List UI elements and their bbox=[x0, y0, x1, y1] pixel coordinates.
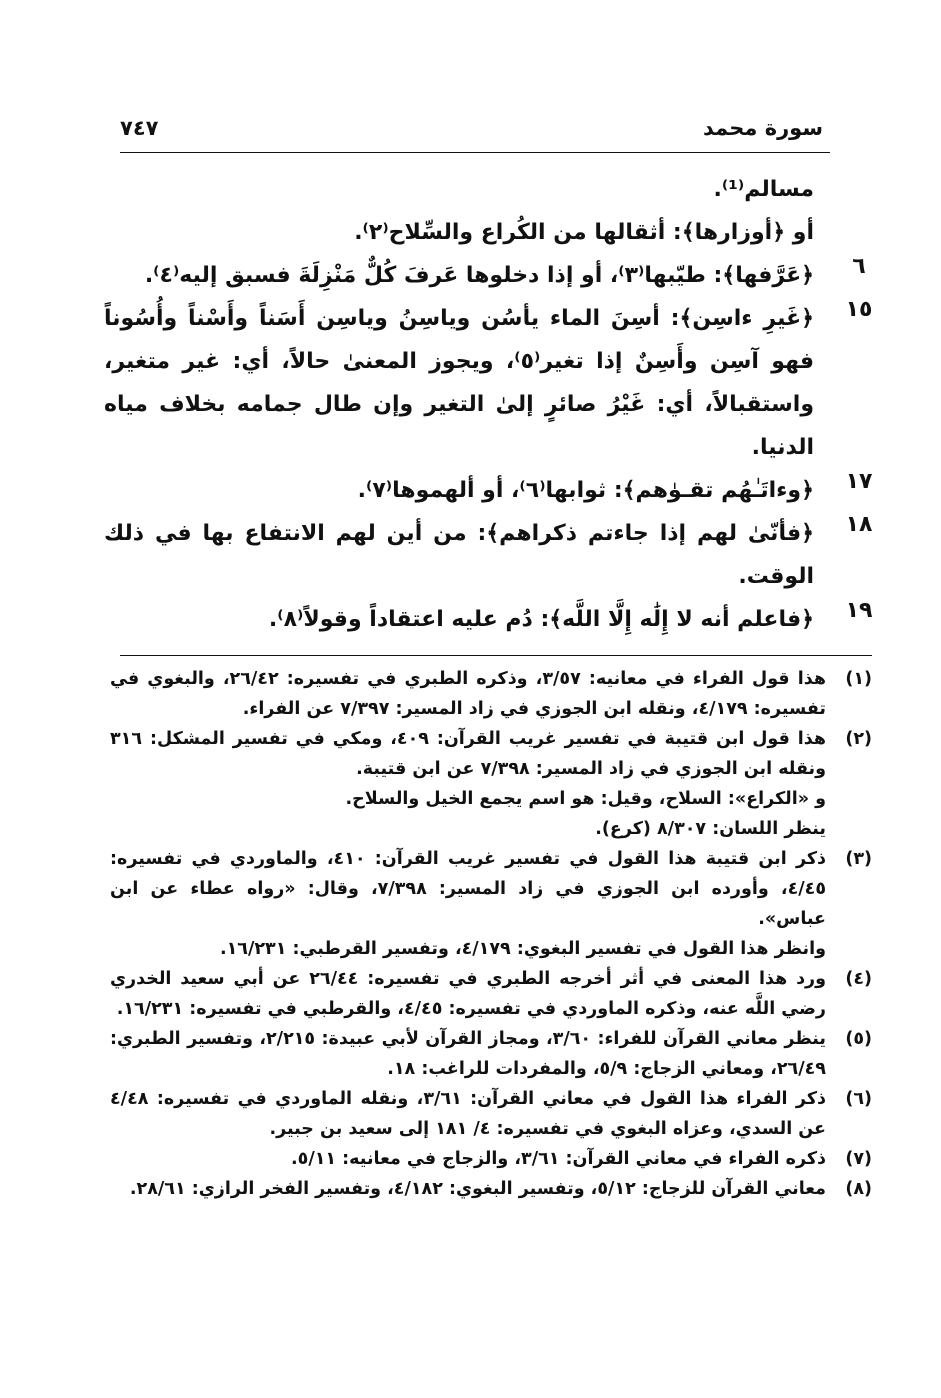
footnote-number: (٤) bbox=[845, 969, 872, 989]
footnote-text: ورد هذا المعنى في أثر أخرجه الطبري في تفسيره: ٢٦/٤٤ عن أبي سعيد الخدري رضي اللَّه عنه، وذكره الماوردي في تفسيره: ٤/٤٥، والقرطبي في تفسيره: ١٦/٢٣١. bbox=[110, 969, 827, 1019]
footnote-text: ذكر ابن قتيبة هذا القول في تفسير غريب القرآن: ٤١٠، والماوردي في تفسيره: ٤/٤٥، وأورده ابن الجوزي في زاد المسير: ٧/٣٩٨، وقال: «رواه عطاء عن ابن عباس». bbox=[110, 849, 826, 929]
footnote-text: معاني القرآن للزجاج: ٥/١٢، وتفسير البغوي: ٤/١٨٢، وتفسير الفخر الرازي: ٢٨/٦١. bbox=[129, 1179, 826, 1199]
entry bbox=[104, 297, 884, 469]
main-text bbox=[104, 168, 884, 641]
footnote-text: هذا قول الفراء في معانيه: ٣/٥٧، وذكره الطبري في تفسيره: ٢٦/٤٢، والبغوي في تفسيره: ٤/١٧٩، ونقله ابن الجوزي في زاد المسير: ٧/٣٩٧ عن الفراء. bbox=[110, 669, 826, 719]
entry-text: ﴿فأنّىٰ لهم إذا جاءتم ذكراهم﴾: من أين لهم الانتفاع بها في ذلك الوقت. bbox=[104, 521, 814, 589]
footnote bbox=[110, 844, 872, 964]
footnote bbox=[110, 1084, 872, 1144]
footnote-number: (٨) bbox=[845, 1179, 872, 1199]
footnote bbox=[110, 1024, 872, 1084]
footnote-text: وانظر هذا القول في تفسير البغوي: ٤/١٧٩، وتفسير القرطبي: ١٦/٢٣١. bbox=[219, 939, 826, 959]
footnote-text: هذا قول ابن قتيبة في تفسير غريب القرآن: ٤٠٩، ومكي في تفسير المشكل: ٣١٦ ونقله ابن الجوزي في زاد المسير: ٧/٣٩٨ عن ابن قتيبة. bbox=[110, 729, 826, 779]
footnote-text: ذكر الفراء هذا القول في معاني القرآن: ٣/٦١، ونقله الماوردي في تفسيره: ٤/٤٨ عن السدي، وعزاه البغوي في تفسيره: ٤/ ١٨١ إلى سعيد بن جبير. bbox=[110, 1089, 826, 1139]
entry bbox=[104, 512, 884, 598]
entry-text: ﴿وءاتَـٰهُم تقـوٰهم﴾: ثوابها⁽٦⁾، أو ألهموها⁽٧⁾. bbox=[357, 478, 814, 503]
entry bbox=[104, 469, 884, 512]
footnote bbox=[110, 1144, 872, 1174]
verse-number: ٦ bbox=[852, 254, 866, 279]
entry-text: ﴿غَيرِ ءاسِن﴾: أسِنَ الماء يأسُن وياسِنُ وياسِن أَسَناً وأَسْناً وأُسُوناً فهو آسِن وأَسِنٌ إذا تغير⁽٥⁾، ويجوز المعنىٰ حالاً، أي: غير متغير، واستقبالاً، أي: غَيْرُ صائرٍ إلىٰ التغير وإن طال جمامه بخلاف مياه الدنيا. bbox=[104, 306, 814, 460]
entry-text: مسالم⁽¹⁾. bbox=[713, 177, 814, 202]
page-number: ٧٤٧ bbox=[120, 116, 159, 140]
footnote-text: و «الكراع»: السلاح، وقيل: هو اسم يجمع الخيل والسلاح. bbox=[345, 789, 826, 809]
footnote-number: (٥) bbox=[845, 1029, 872, 1049]
footnote-number: (٢) bbox=[845, 729, 872, 749]
entry-text: أو ﴿أوزارها﴾: أثقالها من الكُراع والسِّلاح⁽٢⁾. bbox=[354, 220, 814, 245]
entry bbox=[104, 168, 884, 211]
entry-text: ﴿فاعلم أنه لا إِلَٰه إِلَّا اللَّه﴾: دُم عليه اعتقاداً وقولاً⁽٨⁾. bbox=[268, 607, 814, 632]
footnote bbox=[110, 1174, 872, 1204]
verse-number: ١٨ bbox=[845, 512, 873, 537]
verse-number: ١٧ bbox=[845, 469, 873, 494]
footnote bbox=[110, 964, 872, 1024]
footnote-text: ذكره الفراء في معاني القرآن: ٣/٦١، والزجاج في معانيه: ٥/١١. bbox=[291, 1149, 826, 1169]
footnote-rule bbox=[120, 655, 872, 656]
verse-number: ١٩ bbox=[845, 598, 873, 623]
entry bbox=[104, 598, 884, 641]
footnote bbox=[110, 724, 872, 844]
footnote-number: (٧) bbox=[845, 1149, 872, 1169]
verse-number: ١٥ bbox=[845, 297, 873, 322]
footnote-number: (١) bbox=[845, 669, 872, 689]
footnotes bbox=[110, 664, 872, 1204]
entry-text: ﴿عَرَّفها﴾: طيّبها⁽٣⁾، أو إذا دخلوها عَرفَ كُلٌّ مَنْزِلَةَ فسبق إليه⁽٤⁾. bbox=[144, 263, 814, 288]
entry bbox=[104, 254, 884, 297]
footnote bbox=[110, 664, 872, 724]
footnote-number: (٦) bbox=[845, 1089, 872, 1109]
entry bbox=[104, 211, 884, 254]
header-rule bbox=[120, 152, 830, 153]
footnote-text: ينظر اللسان: ٨/٣٠٧ (كرع). bbox=[595, 819, 826, 839]
footnote-text: ينظر معاني القرآن للفراء: ٣/٦٠، ومجاز القرآن لأبي عبيدة: ٢/٢١٥، وتفسير الطبري: ٢٦/٤٩، ومعاني الزجاج: ٥/٩، والمفردات للراغب: ١٨. bbox=[110, 1029, 826, 1079]
running-header bbox=[120, 116, 823, 152]
surah-title: سورة محمد bbox=[703, 116, 823, 140]
footnote-number: (٣) bbox=[845, 849, 872, 869]
